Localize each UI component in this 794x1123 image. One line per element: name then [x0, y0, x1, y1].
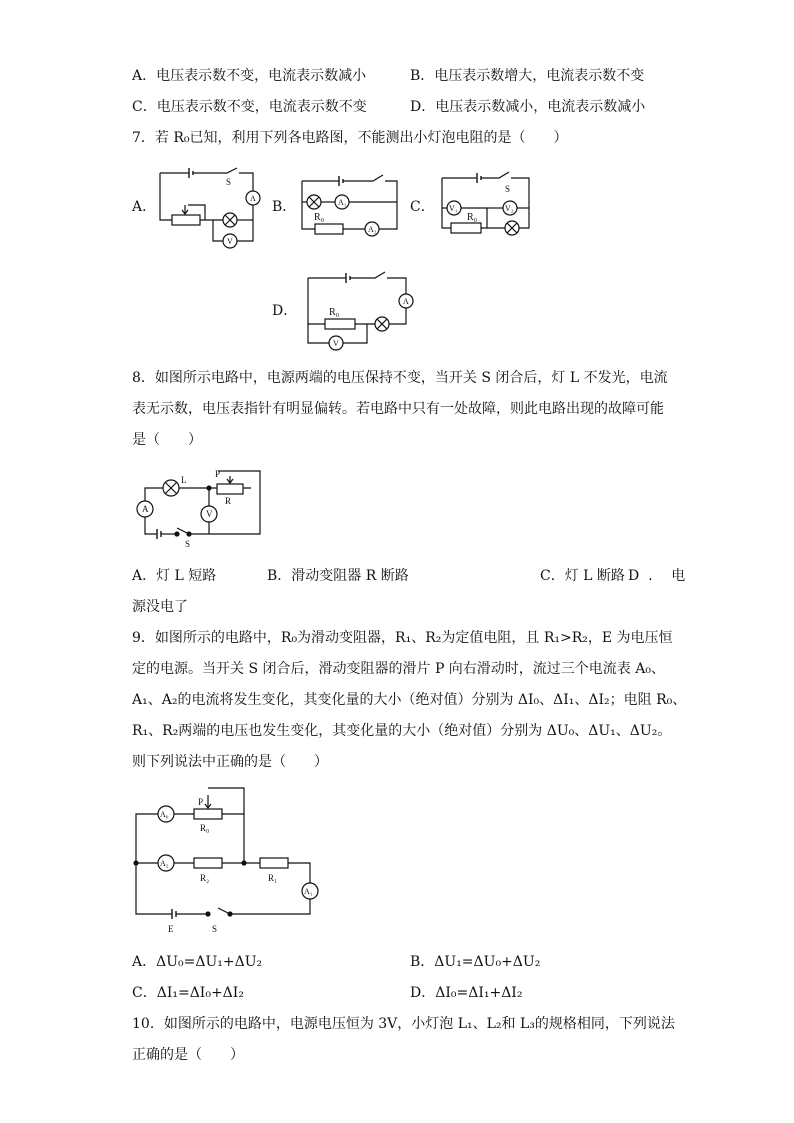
- q9-option-d: D．ΔI₀=ΔI₁+ΔI₂: [410, 985, 523, 1001]
- q6-option-d: D．电压表示数减小，电流表示数减小: [410, 99, 646, 115]
- q8-stem-line1: 8．如图所示电路中，电源两端的电压保持不变，当开关 S 闭合后，灯 L 不发光，电流: [132, 370, 668, 386]
- q9-label-r0: R₀: [200, 823, 210, 833]
- q8-label-s: S: [185, 539, 191, 549]
- q8-label-a: A: [142, 504, 149, 514]
- q9-stem-line4: R₁、R₂两端的电压也发生变化，其变化量的大小（绝对值）分别为 ΔU₀、ΔU₁、ΔU₂。: [132, 723, 672, 739]
- svg-text:R₀: R₀: [329, 307, 340, 318]
- q9-label-a0: A₀: [160, 810, 169, 819]
- q8-label-r: R: [225, 496, 232, 506]
- q9-option-a: A．ΔU₀=ΔU₁+ΔU₂: [132, 954, 263, 970]
- q7-label-b: B．: [272, 199, 297, 215]
- q6-option-c: C．电压表示数不变，电流表示数不变: [132, 99, 367, 115]
- q8-option-d-start: D．电: [628, 568, 695, 584]
- q9-label-r1: R₁: [268, 873, 278, 883]
- svg-text:S: S: [505, 184, 511, 194]
- q8-circuit: [133, 466, 273, 551]
- svg-text:A₂: A₂: [368, 225, 377, 234]
- q7-label-d: D．: [272, 303, 298, 319]
- q10-stem-line1: 10．如图所示的电路中，电源电压恒为 3V，小灯泡 L₁、L₂和 L₃的规格相同，下列说法: [132, 1016, 675, 1032]
- q9-label-a2: A₂: [160, 859, 169, 868]
- q8-label-l: L: [181, 475, 187, 485]
- q9-option-b: B．ΔU₁=ΔU₀+ΔU₂: [410, 954, 541, 970]
- q9-label-a1: A₁: [304, 887, 313, 896]
- svg-text:R₀: R₀: [314, 212, 325, 223]
- q9-label-p: P: [198, 797, 204, 807]
- svg-text:V₁: V₁: [449, 204, 458, 213]
- q10-stem-line2: 正确的是（ ）: [132, 1047, 244, 1063]
- q8-stem-line3: 是（ ）: [132, 432, 202, 448]
- q8-label-v: V: [206, 509, 213, 519]
- q8-option-c: C．灯 L 断路: [540, 568, 625, 584]
- q7-stem: 7．若 R₀已知，利用下列各电路图，不能测出小灯泡电阻的是（ ）: [132, 130, 568, 146]
- svg-text:V: V: [333, 339, 339, 348]
- q8-stem-line2: 表无示数，电压表指针有明显偏转。若电路中只有一处故障，则此电路出现的故障可能: [132, 401, 664, 417]
- q9-option-c: C．ΔI₁=ΔI₀+ΔI₂: [132, 985, 244, 1001]
- svg-text:V: V: [227, 237, 233, 246]
- q9-stem-line2: 定的电源。当开关 S 闭合后，滑动变阻器的滑片 P 向右滑动时，流过三个电流表 A₀、: [132, 661, 665, 677]
- q6-option-a: A．电压表示数不变，电流表示数减小: [132, 68, 367, 84]
- q7-label-a: A．: [132, 199, 157, 215]
- q9-label-s: S: [212, 924, 218, 934]
- svg-text:R₀: R₀: [467, 212, 478, 223]
- q7-circuit-d: [303, 268, 413, 358]
- q8-option-a: A．灯 L 短路: [132, 568, 217, 584]
- q9-circuit: [128, 783, 328, 938]
- svg-text:A: A: [250, 194, 256, 203]
- q7-circuit-a: [155, 165, 265, 250]
- q9-stem-line3: A₁、A₂的电流将发生变化，其变化量的大小（绝对值）分别为 ΔI₀、ΔI₁、ΔI₂；电阻 R₀、: [132, 692, 687, 708]
- svg-text:V₂: V₂: [505, 204, 514, 213]
- q9-label-r2: R₂: [200, 873, 210, 883]
- q7-circuit-c: [437, 170, 535, 240]
- svg-text:A: A: [403, 297, 409, 306]
- q9-stem-line5: 则下列说法中正确的是（ ）: [132, 754, 328, 770]
- q6-option-b: B．电压表示数增大，电流表示数不变: [410, 68, 645, 84]
- q8-option-b: B．滑动变阻器 R 断路: [267, 568, 409, 584]
- q7-circuit-b: [297, 173, 402, 243]
- svg-text:S: S: [226, 177, 232, 187]
- q8-label-p: P: [215, 469, 221, 479]
- q9-label-e: E: [168, 924, 174, 934]
- q9-stem-line1: 9．如图所示的电路中，R₀为滑动变阻器，R₁、R₂为定值电阻，且 R₁>R₂，E 为电压恒: [132, 630, 673, 646]
- svg-text:A₁: A₁: [338, 198, 347, 207]
- q8-option-d-end: 源没电了: [132, 599, 188, 615]
- q7-label-c: C．: [410, 199, 435, 215]
